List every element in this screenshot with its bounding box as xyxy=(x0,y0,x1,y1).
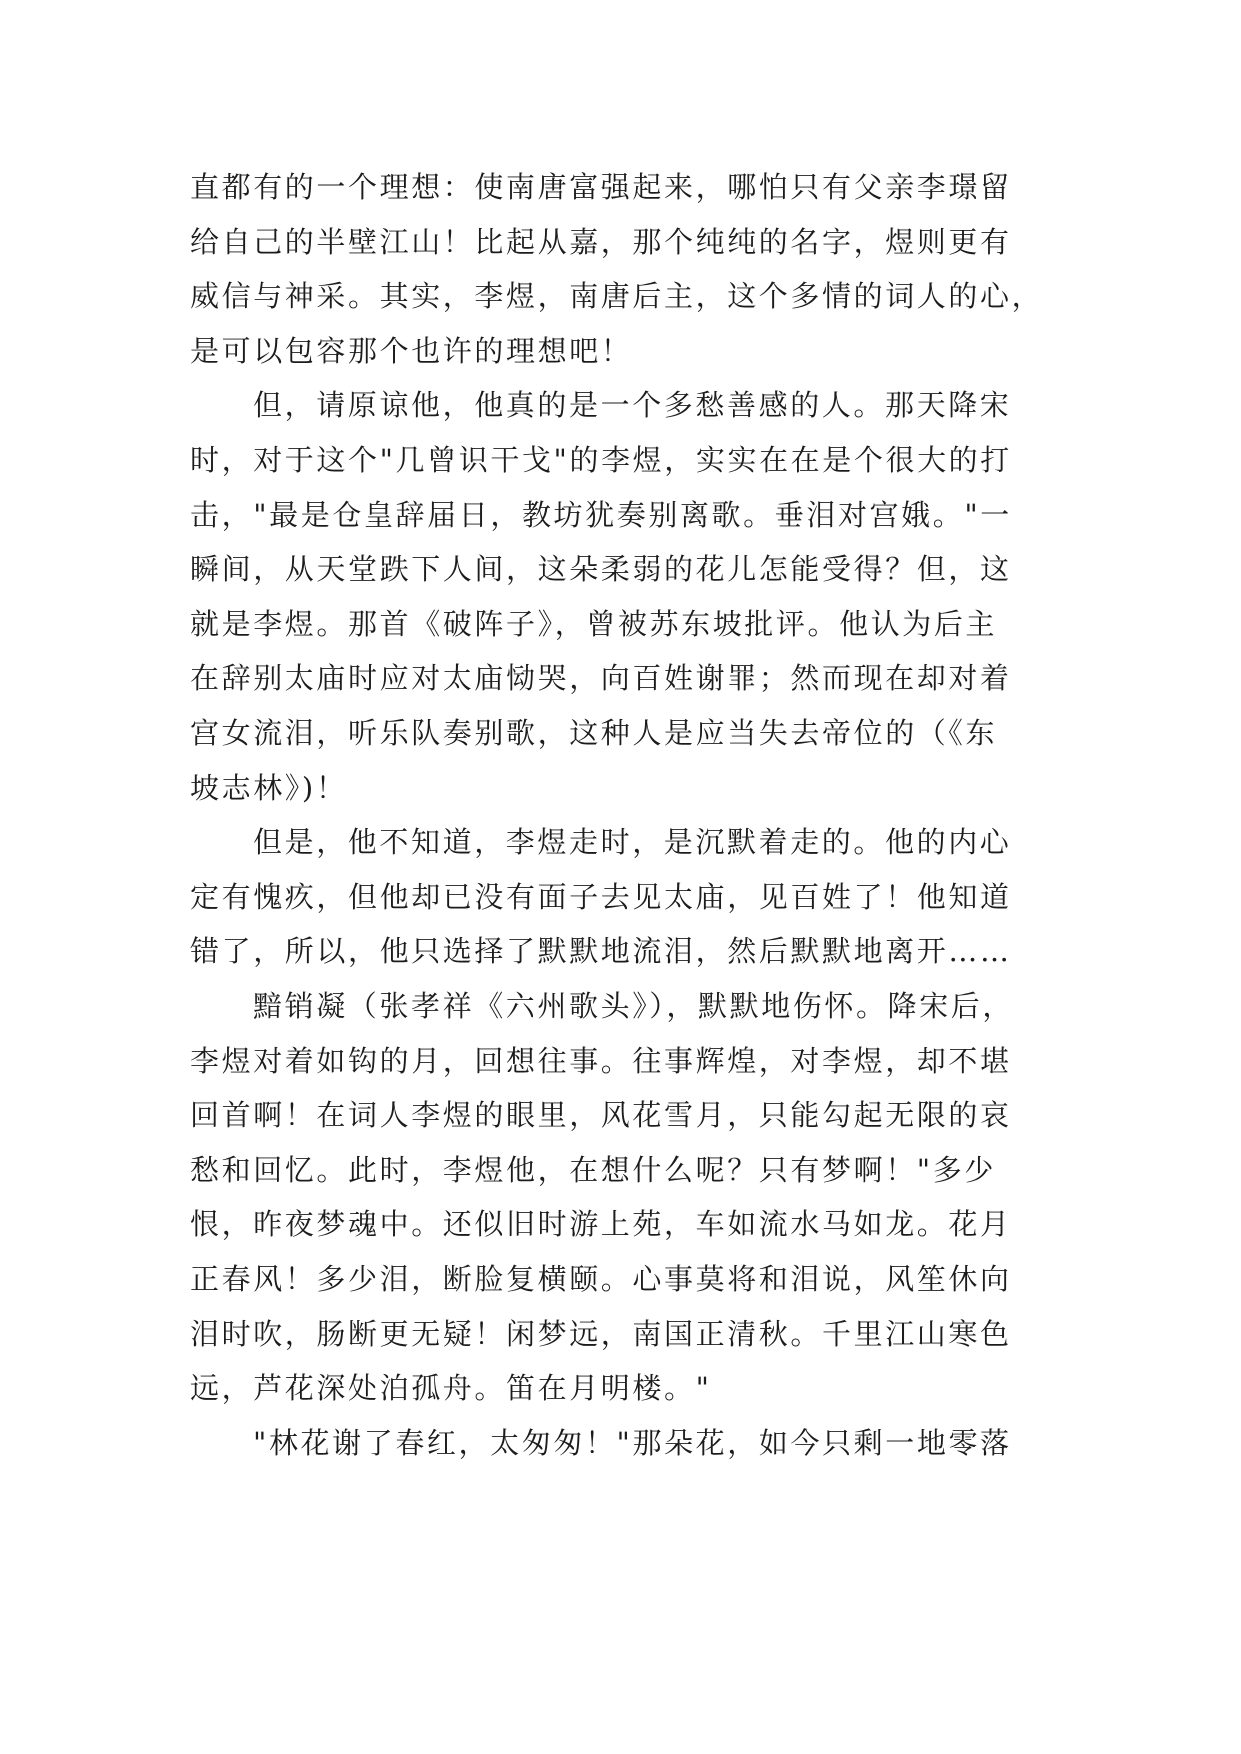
text-line: 在辞别太庙时应对太庙恸哭，向百姓谢罪；然而现在却对着 xyxy=(190,661,1012,695)
text-line: 愁和回忆。此时，李煜他，在想什么呢？只有梦啊！"多少 xyxy=(190,1153,996,1187)
text-line: 错了，所以，他只选择了默默地流泪，然后默默地离开…… xyxy=(190,934,1012,968)
text-line: 宫女流泪，听乐队奏别歌，这种人是应当失去帝位的（《东 xyxy=(190,716,998,750)
text-line: "林花谢了春红，太匆匆！"那朵花，如今只剩一地零落 xyxy=(253,1426,1012,1460)
text-line: 回首啊！在词人李煜的眼里，风花雪月，只能勾起无限的哀 xyxy=(190,1098,1012,1132)
text-line: 但是，他不知道，李煜走时，是沉默着走的。他的内心 xyxy=(253,825,1012,859)
text-line: 就是李煜。那首《破阵子》，曾被苏东坡批评。他认为后主 xyxy=(190,607,998,641)
text-line: 但，请原谅他，他真的是一个多愁善感的人。那天降宋 xyxy=(253,388,1012,422)
text-line: 直都有的一个理想：使南唐富强起来，哪怕只有父亲李璟留 xyxy=(190,170,1012,204)
text-line: 远，芦花深处泊孤舟。笛在月明楼。" xyxy=(190,1371,712,1405)
text-line: 李煜对着如钩的月，回想往事。往事辉煌，对李煜，却不堪 xyxy=(190,1044,1012,1078)
text-line: 是可以包容那个也许的理想吧！ xyxy=(190,334,633,368)
text-line: 恨，昨夜梦魂中。还似旧时游上苑，车如流水马如龙。花月 xyxy=(190,1207,1012,1241)
text-line: 威信与神采。其实，李煜，南唐后主，这个多情的词人的心， xyxy=(190,279,1044,313)
text-line: 坡志林》)！ xyxy=(190,771,348,805)
text-line: 时，对于这个"几曾识干戈"的李煜，实实在在是个很大的打 xyxy=(190,443,1012,477)
text-line: 黯销凝（张孝祥《六州歌头》），默默地伤怀。降宋后， xyxy=(253,989,1015,1023)
text-line: 定有愧疚，但他却已没有面子去见太庙，见百姓了！他知道 xyxy=(190,880,1012,914)
text-line: 正春风！多少泪，断脸复横颐。心事莫将和泪说，风笙休向 xyxy=(190,1262,1012,1296)
text-line: 击，"最是仓皇辞届日，教坊犹奏别离歌。垂泪对宫娥。"一 xyxy=(190,498,1012,532)
text-line: 瞬间，从天堂跌下人间，这朵柔弱的花儿怎能受得？但，这 xyxy=(190,552,1012,586)
text-line: 泪时吹，肠断更无疑！闲梦远，南国正清秋。千里江山寒色 xyxy=(190,1317,1012,1351)
text-line: 给自己的半壁江山！比起从嘉，那个纯纯的名字，煜则更有 xyxy=(190,225,1012,259)
